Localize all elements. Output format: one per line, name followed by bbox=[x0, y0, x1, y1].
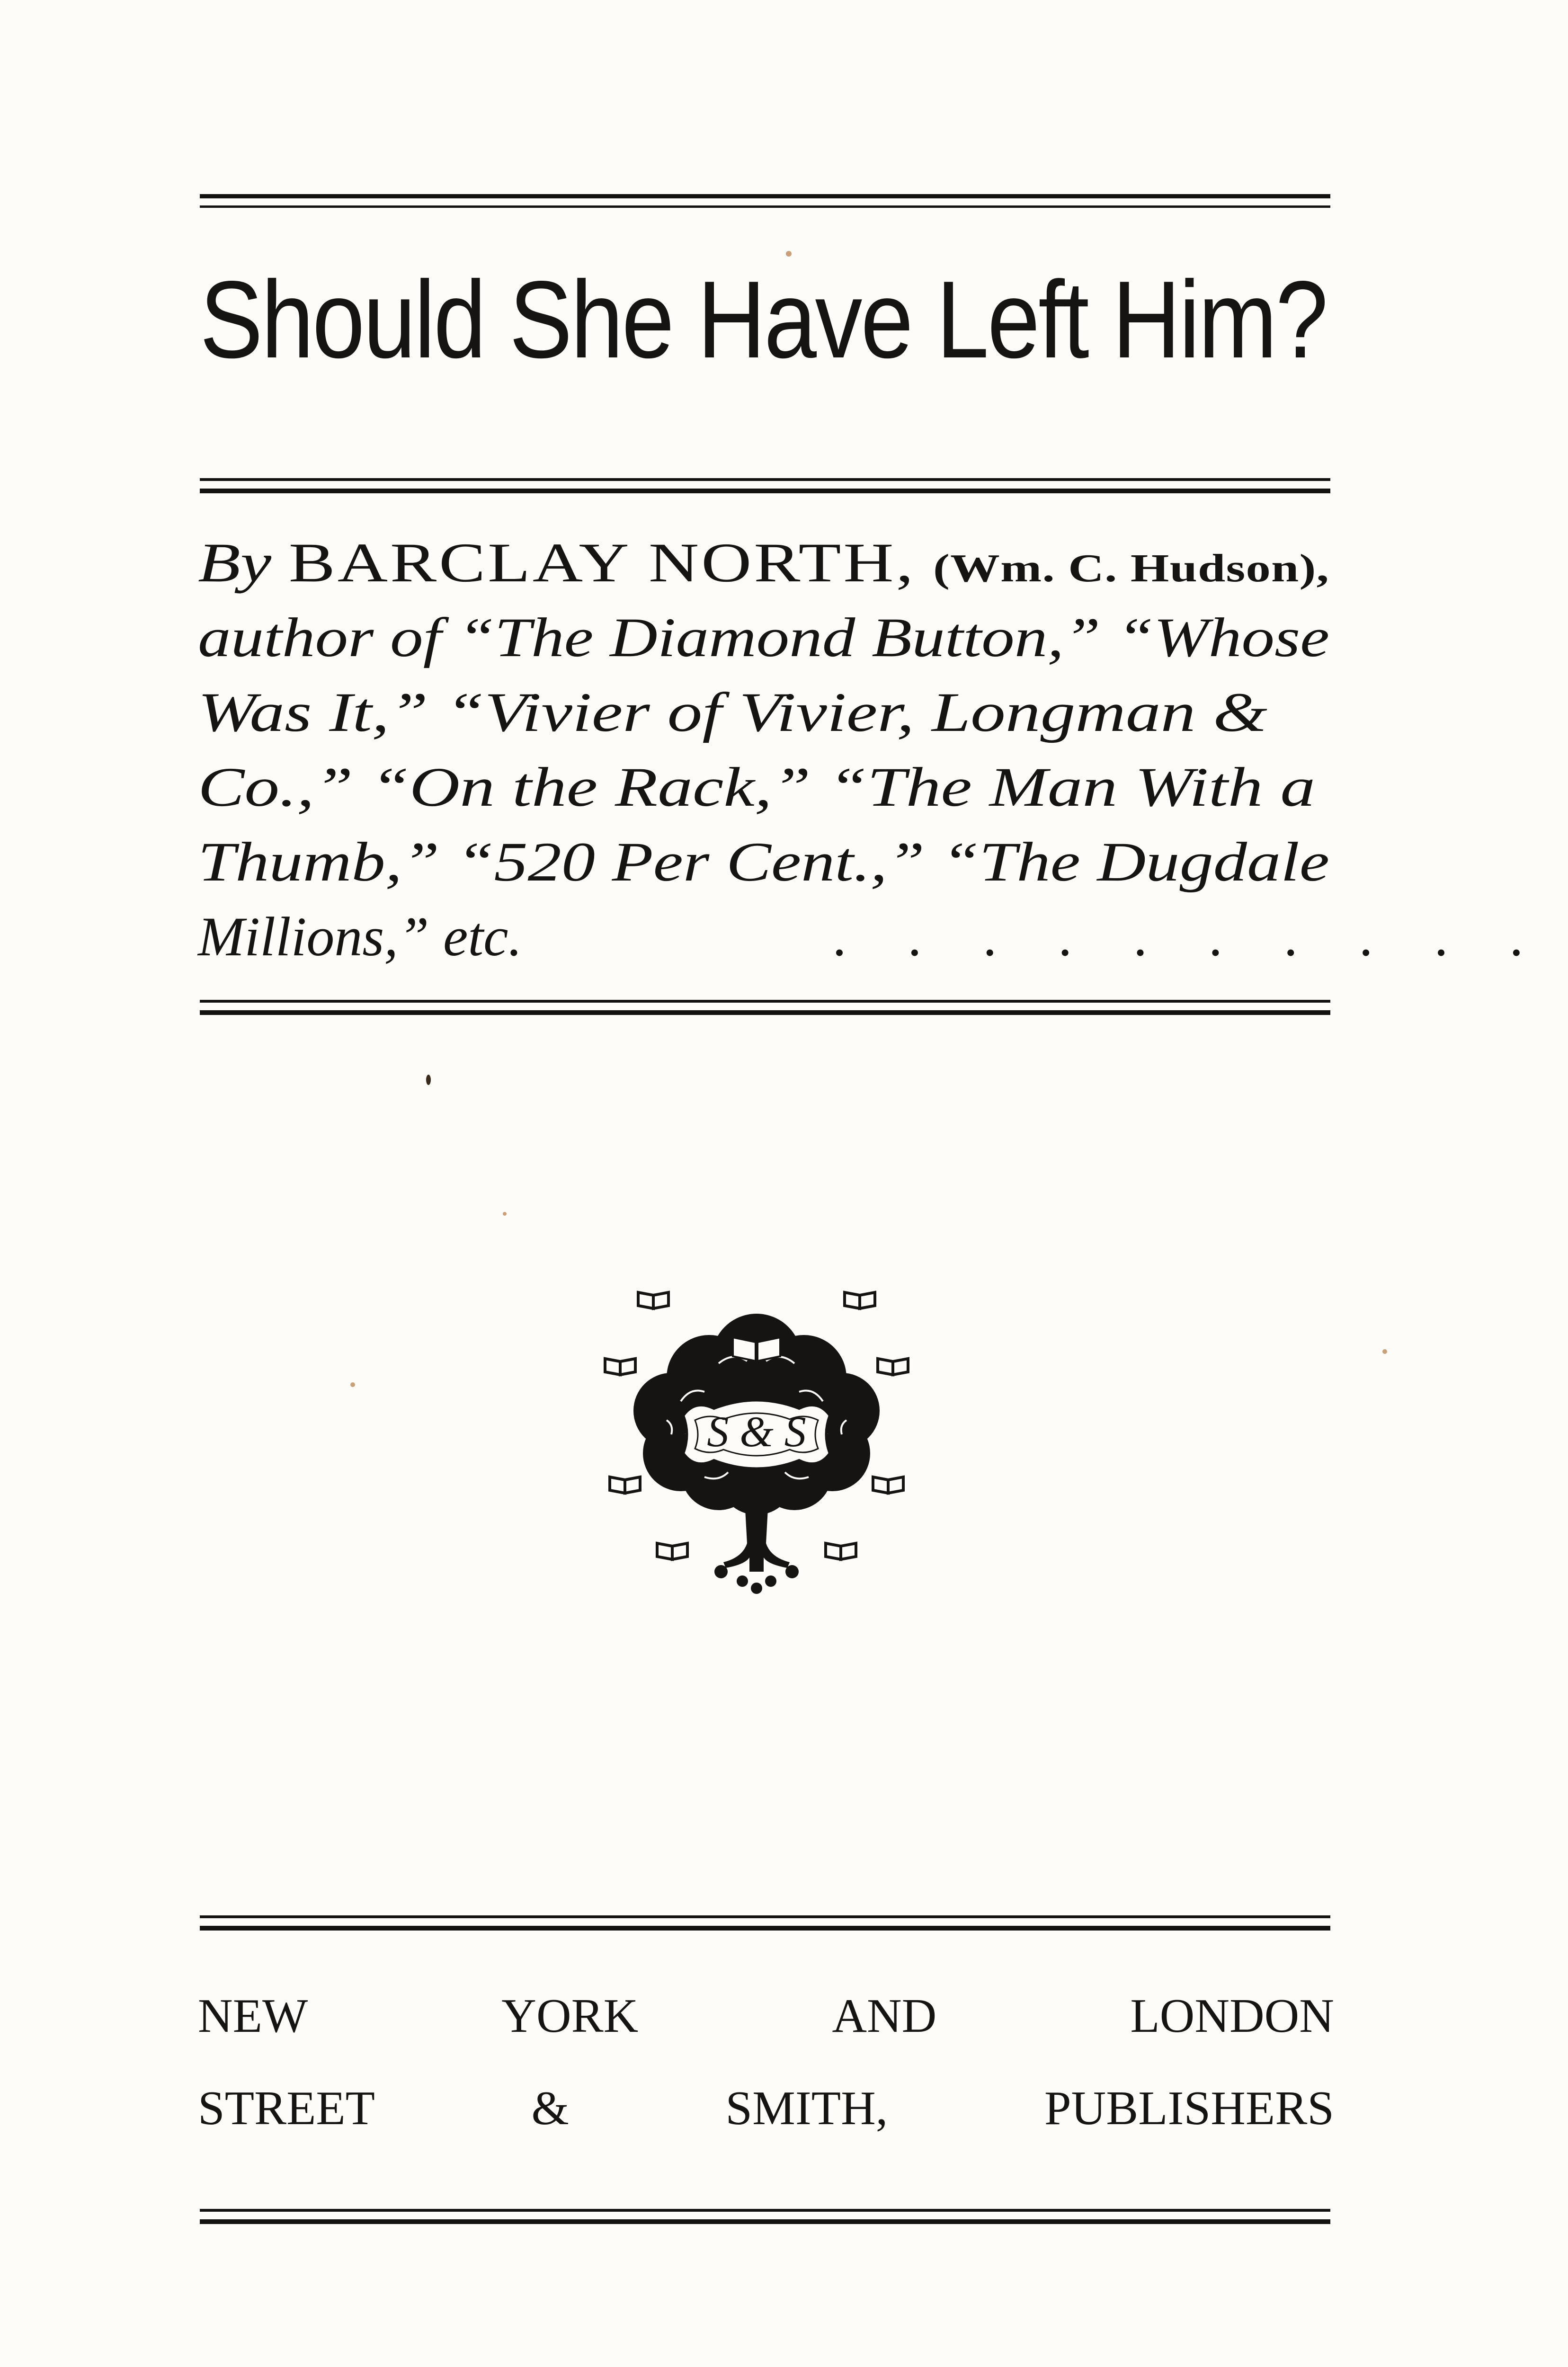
paper-speck bbox=[350, 1382, 355, 1387]
paper-speck bbox=[503, 1212, 507, 1216]
paper-speck bbox=[426, 1075, 431, 1085]
top-rule bbox=[200, 194, 1330, 210]
byline-author-name: BARCLAY NORTH, bbox=[288, 532, 916, 594]
book-title: Should She Have Left Him? bbox=[200, 258, 1327, 381]
imprint-word: PUBLISHERS bbox=[1044, 2082, 1334, 2135]
leader-dot: . bbox=[1133, 906, 1148, 968]
byline-line-2 bbox=[198, 600, 1334, 675]
byline-line-4 bbox=[198, 750, 1334, 825]
imprint-word: SMITH, bbox=[725, 2082, 888, 2135]
leader-dot: . bbox=[1509, 906, 1523, 968]
leader-dot: . bbox=[1283, 906, 1298, 968]
leader-dot: . bbox=[1359, 906, 1373, 968]
publisher-tree-emblem-icon bbox=[600, 1278, 913, 1610]
byline-line-3 bbox=[198, 675, 1334, 750]
leader-dot: . bbox=[1058, 906, 1072, 968]
byline-works-5: Millions,” etc. bbox=[198, 906, 523, 968]
byline-line-1 bbox=[198, 525, 1334, 600]
imprint-word: AND bbox=[832, 1989, 937, 2043]
byline-real-name: (Wm. C. Hudson), bbox=[933, 546, 1329, 590]
leader-dot: . bbox=[832, 906, 846, 968]
leader-dot: . bbox=[1208, 906, 1223, 968]
byline-works-4: Thumb,” “520 Per Cent.,” “The Dugdale bbox=[198, 831, 1329, 893]
byline-rule bbox=[200, 1000, 1330, 1016]
byline-works-2: Was It,” “Vivier of Vivier, Longman & bbox=[198, 681, 1267, 743]
byline-by: By bbox=[198, 532, 272, 594]
byline-works-3: Co.,” “On the Rack,” “The Man With a bbox=[198, 756, 1316, 818]
bottom-rule bbox=[200, 2209, 1330, 2225]
imprint-top-rule bbox=[200, 1915, 1330, 1931]
imprint-word: NEW bbox=[198, 1989, 308, 2043]
imprint-publisher bbox=[198, 2081, 1334, 2136]
paper-speck bbox=[786, 251, 792, 257]
byline-line-6 bbox=[198, 899, 1523, 974]
leader-dot: . bbox=[983, 906, 997, 968]
byline-line-5 bbox=[198, 825, 1334, 899]
monogram: S & S bbox=[707, 1407, 806, 1456]
imprint-word: & bbox=[531, 2082, 569, 2135]
imprint-word: STREET bbox=[198, 2082, 375, 2135]
leader-dot: . bbox=[908, 906, 922, 968]
imprint-word: LONDON bbox=[1130, 1989, 1334, 2043]
leader-dots bbox=[832, 899, 1523, 974]
byline-works-1: author of “The Diamond Button,” “Whose bbox=[198, 606, 1329, 668]
leader-dot: . bbox=[1434, 906, 1448, 968]
title-rule bbox=[200, 478, 1330, 494]
byline bbox=[198, 525, 1523, 974]
imprint-word: YORK bbox=[501, 1989, 639, 2043]
imprint-place bbox=[198, 1988, 1334, 2044]
paper-speck bbox=[1382, 1349, 1387, 1354]
